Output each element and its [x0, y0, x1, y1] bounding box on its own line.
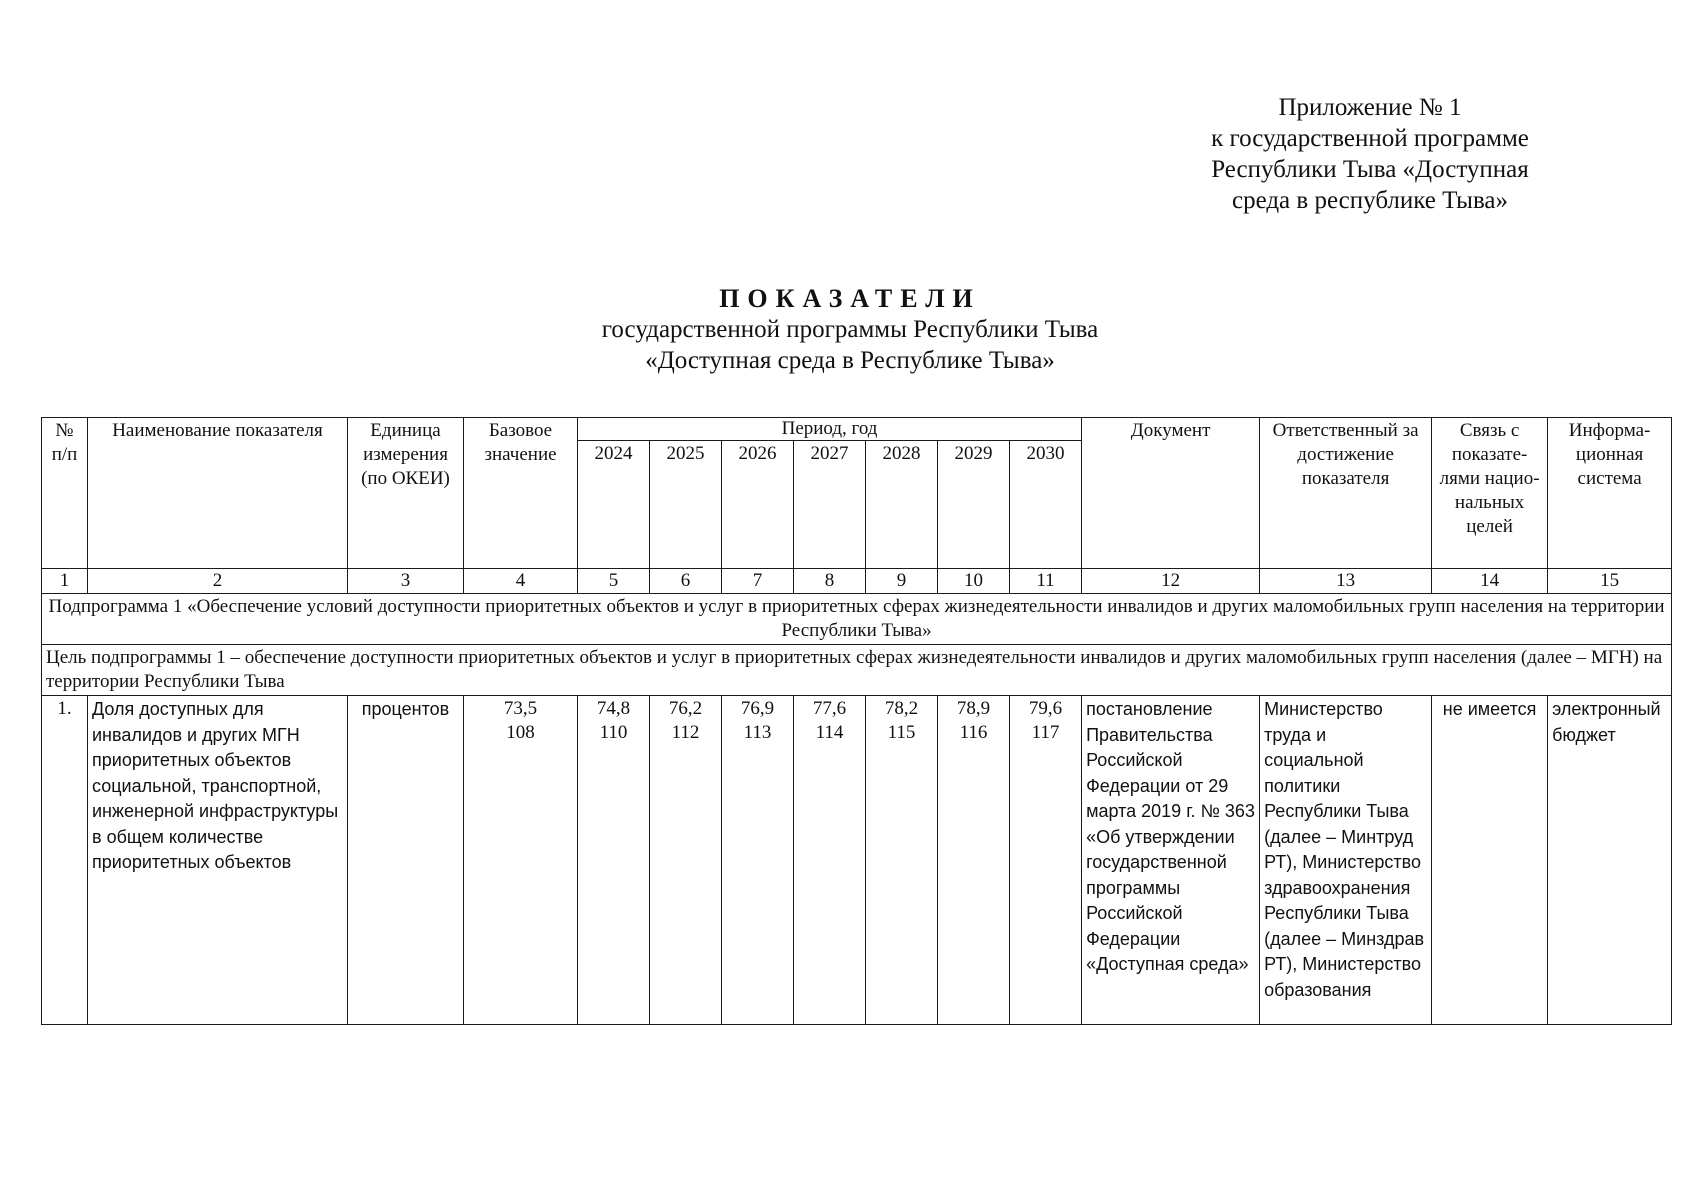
header-infosys: Информа-ционная система: [1548, 418, 1672, 569]
column-number: 12: [1082, 569, 1260, 594]
title-line-2: государственной программы Республики Тыва: [601, 316, 1099, 343]
year-percent: 78,9: [956, 698, 991, 719]
year-percent: 76,2: [668, 698, 703, 719]
annex-line-2: к государственной программе: [1211, 125, 1529, 152]
header-responsible: Ответственный за достижение показателя: [1260, 418, 1432, 569]
year-count: 117: [1031, 722, 1060, 743]
row-year-value: [866, 696, 938, 1025]
subprogram-goal: Цель подпрограммы 1 – обеспечение доступности приоритетных объектов и услуг в приоритетных сферах жизнедеятельности инвалидов и других маломобильных групп населения (далее – МГН) на территории Республики Тыва: [42, 645, 1672, 696]
column-number: 9: [866, 569, 938, 594]
column-number: 15: [1548, 569, 1672, 594]
row-year-value: [578, 696, 650, 1025]
year-percent: 74,8: [596, 698, 631, 719]
year-count: 116: [959, 722, 988, 743]
header-year: 2027: [794, 441, 866, 569]
header-document: Документ: [1082, 418, 1260, 569]
column-number: 7: [722, 569, 794, 594]
base-percent: 73,5: [503, 698, 538, 719]
indicators-table: [41, 417, 1672, 1025]
title-main: ПОКАЗАТЕЛИ: [719, 284, 981, 313]
year-percent: 77,6: [812, 698, 847, 719]
row-year-value: [794, 696, 866, 1025]
column-number: 5: [578, 569, 650, 594]
header-year: 2025: [650, 441, 722, 569]
header-period: Период, год: [578, 418, 1082, 441]
column-number: 3: [348, 569, 464, 594]
year-percent: 78,2: [884, 698, 919, 719]
header-base: Базовое значение: [464, 418, 578, 569]
subprogram-title: Подпрограмма 1 «Обеспечение условий доступности приоритетных объектов и услуг в приоритетных сферах жизнедеятельности инвалидов и других маломобильных групп населения на территории Республики Тыва»: [42, 594, 1672, 645]
row-name: Доля доступных для инвалидов и других МГН приоритетных объектов социальной, транспортной, инженерной инфраструктуры в общем количестве приоритетных объектов: [88, 696, 348, 1025]
column-number: 13: [1260, 569, 1432, 594]
year-count: 112: [671, 722, 700, 743]
row-num: 1.: [42, 696, 88, 1025]
annex-line-4: среда в республике Тыва»: [1231, 187, 1509, 214]
header-unit: Единица измерения (по ОКЕИ): [348, 418, 464, 569]
row-link: не имеется: [1432, 696, 1548, 1025]
header-year: 2028: [866, 441, 938, 569]
column-number: 6: [650, 569, 722, 594]
header-year: 2030: [1010, 441, 1082, 569]
year-count: 113: [743, 722, 772, 743]
header-link: Связь с показате-лями нацио-нальных целей: [1432, 418, 1548, 569]
goal-row: [42, 645, 1672, 696]
year-percent: 79,6: [1028, 698, 1063, 719]
header-year: 2024: [578, 441, 650, 569]
column-number: 4: [464, 569, 578, 594]
header-year: 2026: [722, 441, 794, 569]
row-year-value: [1010, 696, 1082, 1025]
header-name: Наименование показателя: [88, 418, 348, 569]
column-numbers-row: [42, 569, 1672, 594]
header-row-1: [42, 418, 1672, 441]
column-number: 11: [1010, 569, 1082, 594]
row-base-value: [464, 696, 578, 1025]
title-line-3: «Доступная среда в Республике Тыва»: [645, 347, 1055, 374]
column-number: 14: [1432, 569, 1548, 594]
row-responsible: Министерство труда и социальной политики Республики Тыва (далее – Минтруд РТ), Министерство здравоохранения Республики Тыва (далее – Минздрав РТ), Министерство образования: [1260, 696, 1432, 1025]
row-document: постановление Правительства Российской Федерации от 29 марта 2019 г. № 363 «Об утверждении государственной программы Российской Федерации «Доступная среда»: [1082, 696, 1260, 1025]
table-row: [42, 696, 1672, 1025]
row-year-value: [722, 696, 794, 1025]
column-number: 8: [794, 569, 866, 594]
year-count: 114: [815, 722, 844, 743]
year-count: 115: [887, 722, 916, 743]
year-percent: 76,9: [740, 698, 775, 719]
column-number: 2: [88, 569, 348, 594]
annex-line-1: Приложение № 1: [1278, 94, 1462, 121]
column-number: 10: [938, 569, 1010, 594]
year-count: 110: [599, 722, 628, 743]
row-year-value: [650, 696, 722, 1025]
row-unit: процентов: [348, 696, 464, 1025]
base-count: 108: [506, 722, 535, 743]
header-year: 2029: [938, 441, 1010, 569]
subprogram-row: [42, 594, 1672, 645]
header-num: № п/п: [42, 418, 88, 569]
annex-line-3: Республики Тыва «Доступная: [1211, 156, 1529, 183]
row-infosys: электронный бюджет: [1548, 696, 1672, 1025]
column-number: 1: [42, 569, 88, 594]
row-year-value: [938, 696, 1010, 1025]
document-title: [450, 283, 1250, 376]
annex-header: [1180, 92, 1560, 216]
